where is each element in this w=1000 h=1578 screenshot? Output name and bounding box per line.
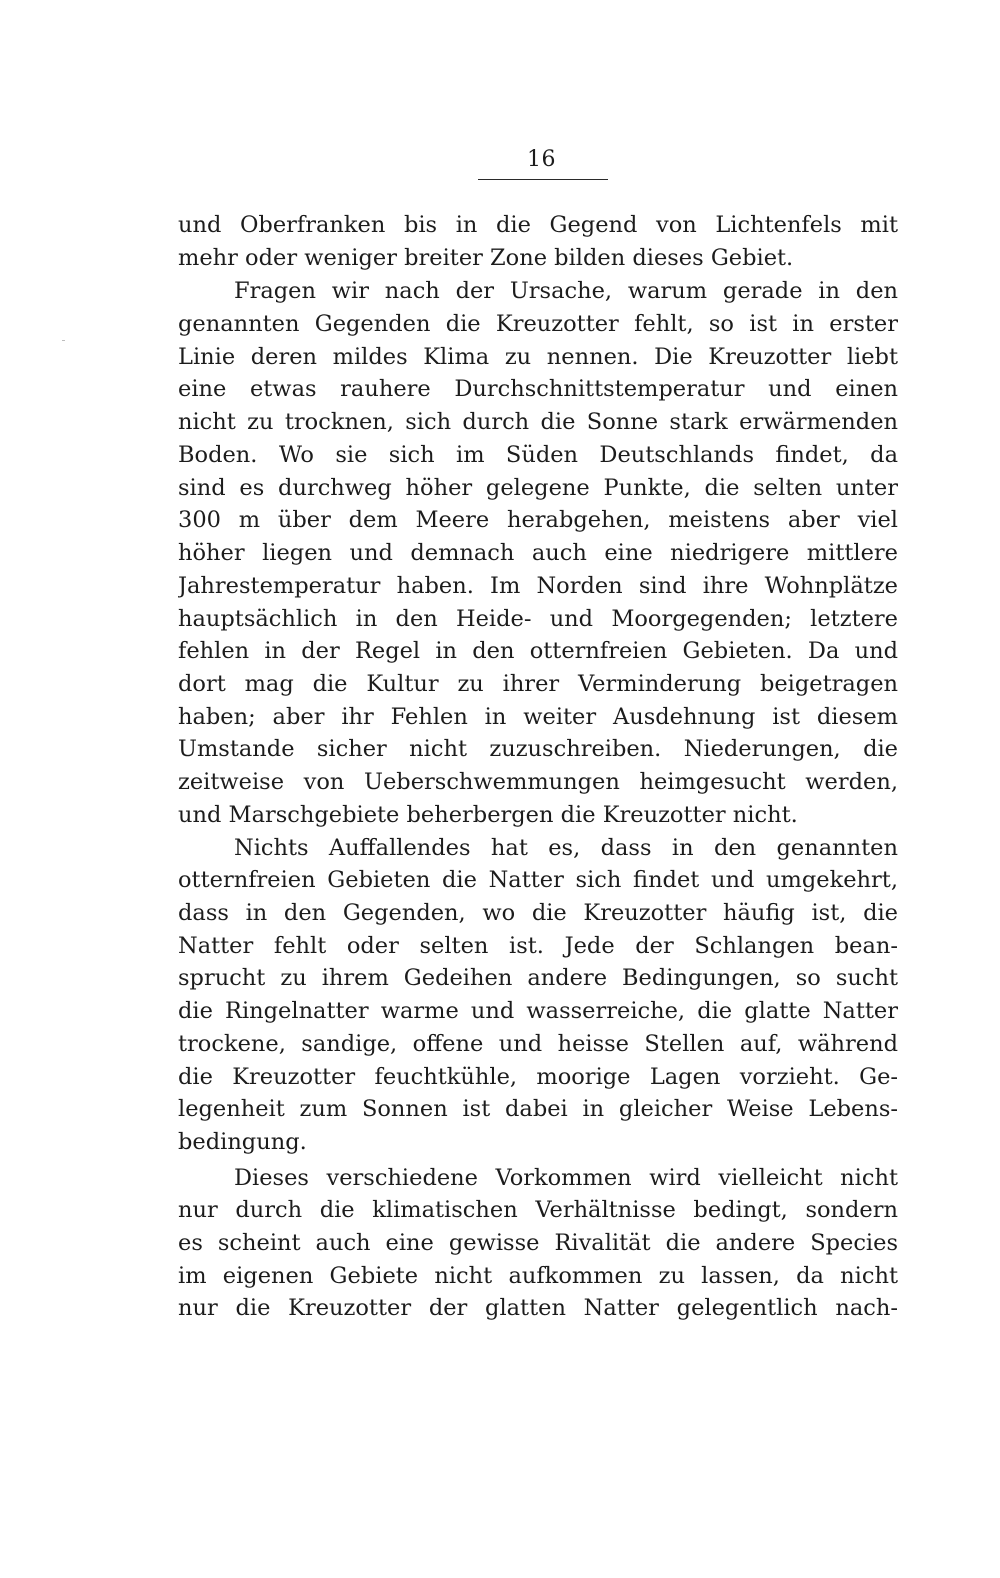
- text-line: nicht zu trocknen, sich durch die Sonne stark erwärmenden: [178, 409, 898, 435]
- text-line: hauptsächlich in den Heide- und Moorgegenden; letztere: [178, 606, 898, 632]
- text-line: dort mag die Kultur zu ihrer Verminderung beigetragen: [178, 671, 898, 697]
- text-line: bedingung.: [178, 1129, 307, 1155]
- text-line: zeitweise von Ueberschwemmungen heimgesucht werden,: [178, 769, 898, 795]
- text-line: höher liegen und demnach auch eine niedrigere mittlere: [178, 540, 898, 566]
- text-line: es scheint auch eine gewisse Rivalität die andere Species: [178, 1230, 898, 1256]
- text-line: nur durch die klimatischen Verhältnisse bedingt, sondern: [178, 1197, 898, 1223]
- text-line: genannten Gegenden die Kreuzotter fehlt, so ist in erster: [178, 311, 898, 337]
- text-line: otternfreien Gebieten die Natter sich findet und umgekehrt,: [178, 867, 898, 893]
- scan-speck: [62, 340, 65, 341]
- text-line: sind es durchweg höher gelegene Punkte, die selten unter: [178, 475, 898, 501]
- text-line: die Ringelnatter warme und wasserreiche, die glatte Natter: [178, 998, 898, 1024]
- text-line: Jahrestemperatur haben. Im Norden sind ihre Wohnplätze: [178, 573, 898, 599]
- text-line: sprucht zu ihrem Gedeihen andere Bedingungen, so sucht: [178, 965, 898, 991]
- text-line: Fragen wir nach der Ursache, warum gerade in den: [234, 278, 898, 304]
- text-line: Linie deren mildes Klima zu nennen. Die Kreuzotter liebt: [178, 344, 898, 370]
- text-line: Boden. Wo sie sich im Süden Deutschlands findet, da: [178, 442, 898, 468]
- page-number: 16: [527, 147, 556, 172]
- text-line: dass in den Gegenden, wo die Kreuzotter häufig ist, die: [178, 900, 898, 926]
- text-line: die Kreuzotter feuchtkühle, moorige Lagen vorzieht. Ge-: [178, 1064, 898, 1090]
- text-line: Natter fehlt oder selten ist. Jede der Schlangen bean-: [178, 933, 898, 959]
- text-line: und Oberfranken bis in die Gegend von Lichtenfels mit: [178, 212, 898, 238]
- text-line: nur die Kreuzotter der glatten Natter gelegentlich nach-: [178, 1295, 898, 1321]
- header-rule: [478, 179, 608, 180]
- text-line: 300 m über dem Meere herabgehen, meistens aber viel: [178, 507, 898, 533]
- text-line: Nichts Auffallendes hat es, dass in den genannten: [234, 835, 898, 861]
- text-line: und Marschgebiete beherbergen die Kreuzotter nicht.: [178, 802, 798, 828]
- text-line: fehlen in der Regel in den otternfreien Gebieten. Da und: [178, 638, 898, 664]
- text-line: haben; aber ihr Fehlen in weiter Ausdehnung ist diesem: [178, 704, 898, 730]
- text-line: trockene, sandige, offene und heisse Stellen auf, während: [178, 1031, 898, 1057]
- text-line: Umstande sicher nicht zuzuschreiben. Niederungen, die: [178, 736, 898, 762]
- text-line: mehr oder weniger breiter Zone bilden dieses Gebiet.: [178, 245, 794, 271]
- text-line: Dieses verschiedene Vorkommen wird vielleicht nicht: [234, 1165, 898, 1191]
- text-line: im eigenen Gebiete nicht aufkommen zu lassen, da nicht: [178, 1263, 898, 1289]
- text-line: legenheit zum Sonnen ist dabei in gleicher Weise Lebens-: [178, 1096, 898, 1122]
- text-line: eine etwas rauhere Durchschnittstemperatur und einen: [178, 376, 898, 402]
